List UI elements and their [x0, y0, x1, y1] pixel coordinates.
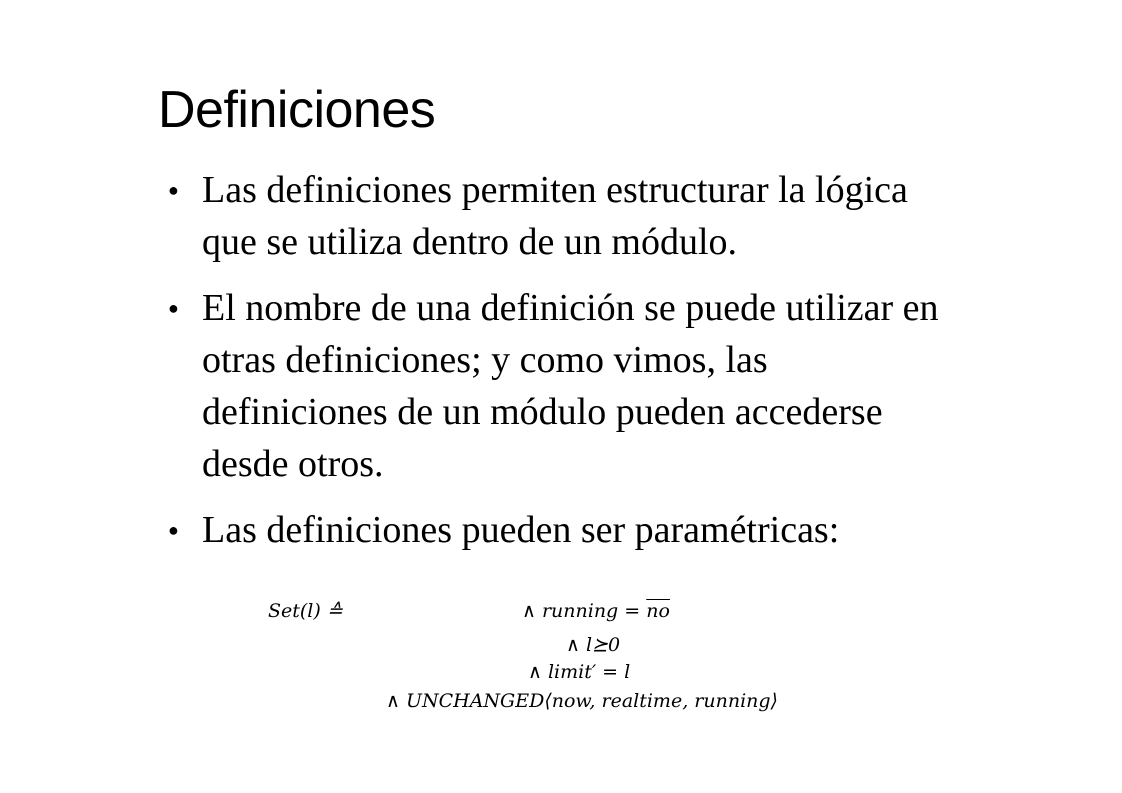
slide-title: Definiciones	[158, 81, 436, 139]
bullet-text-line: El nombre de una definición se puede utilizar en	[202, 287, 939, 329]
formula-definition-head: Set⁠(l) ≙	[268, 600, 343, 622]
bullet-text-line: Las definiciones permiten estructurar la lógica	[202, 169, 908, 211]
formula-overlined-value: $\overline{no}$	[646, 600, 670, 622]
bullet-dot-icon: ●	[168, 520, 179, 540]
bullet-dot-icon: ●	[168, 298, 179, 318]
formula-conjunct	[522, 598, 670, 624]
bullet-text-line: Las definiciones pueden ser paramétricas:	[202, 509, 840, 551]
bullet-text-line: que se utiliza dentro de un módulo.	[202, 221, 738, 263]
formula-conjunct: ∧ limit′ = l	[528, 661, 631, 683]
bullet-text-line: desde otros.	[202, 443, 384, 485]
bullet-list	[168, 164, 1068, 570]
formula-conjunct-text: ∧ running =	[522, 600, 647, 622]
bullet-item	[168, 164, 1068, 268]
bullet-item	[168, 504, 1068, 556]
bullet-text-line: definiciones de un módulo pueden accederse	[202, 391, 883, 433]
formula-conjunct: ∧ l⪰0	[566, 634, 621, 656]
bullet-dot-icon: ●	[168, 180, 179, 200]
bullet-text-line: otras definiciones; y como vimos, las	[202, 339, 768, 381]
bullet-item	[168, 282, 1068, 490]
formula-conjunct: ∧ UNCHANGED⟨now, realtime, running⟩	[386, 690, 778, 712]
